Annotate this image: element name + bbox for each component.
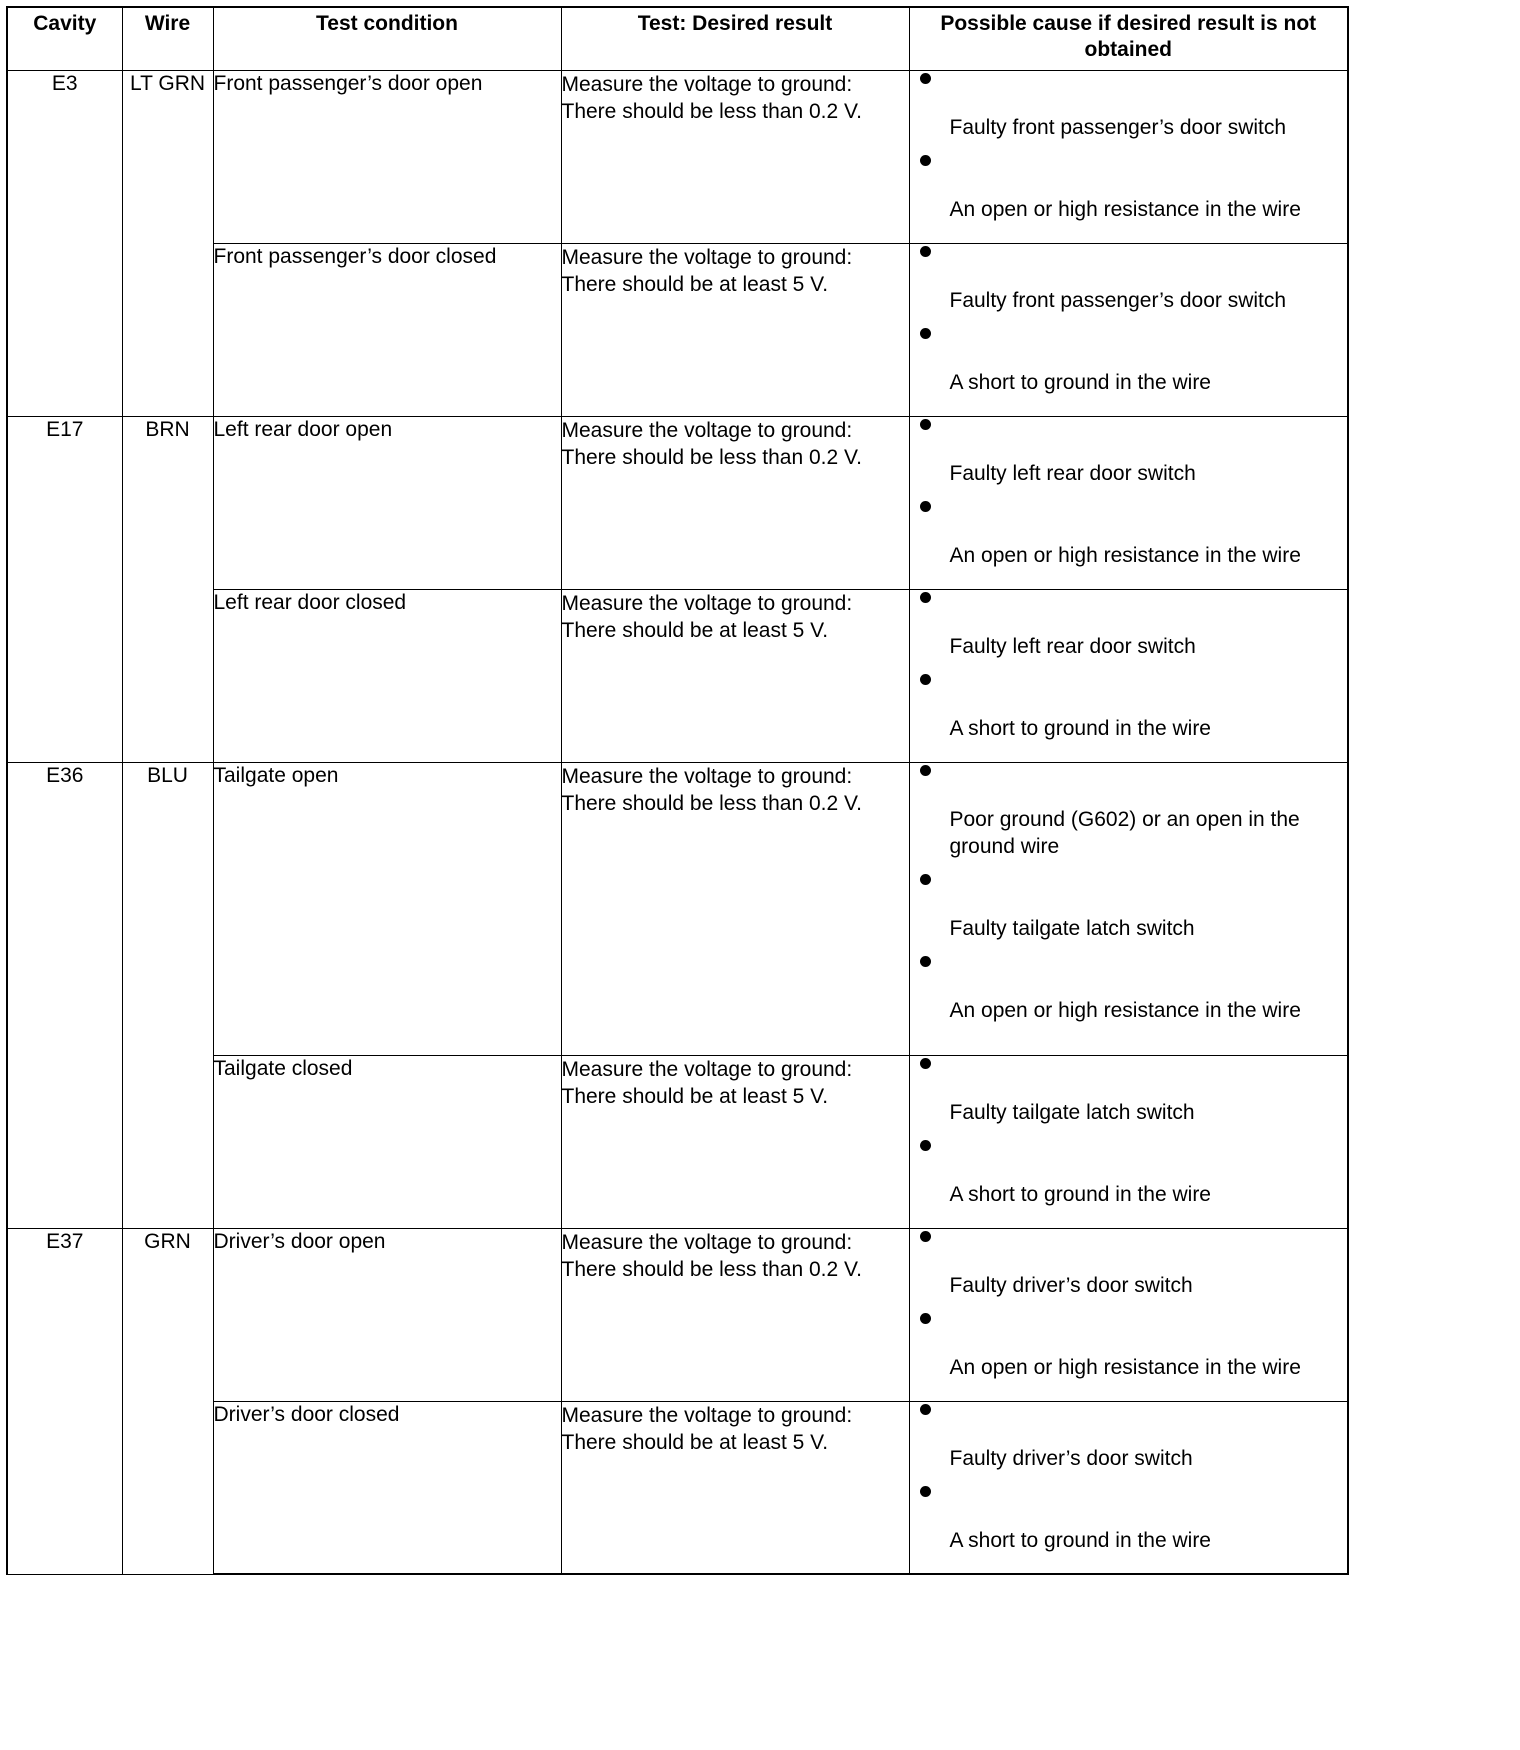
cause-item: [910, 592, 1348, 660]
possible-cause-cell: [909, 1056, 1348, 1229]
cause-text: A short to ground in the wire: [949, 1183, 1211, 1206]
table-row: [7, 71, 1348, 244]
cause-list: [910, 1404, 1348, 1554]
cause-item: [910, 1140, 1348, 1208]
desired-result-cell: Measure the voltage to ground: There should be at least 5 V.: [561, 590, 909, 763]
cause-text: A short to ground in the wire: [949, 717, 1211, 740]
test-condition-cell: Tailgate closed: [213, 1056, 561, 1229]
table-row: [7, 417, 1348, 590]
cause-item: [910, 674, 1348, 742]
cause-item: [910, 1404, 1348, 1472]
possible-cause-cell: [909, 1402, 1348, 1575]
desired-result-cell: Measure the voltage to ground: There should be less than 0.2 V.: [561, 417, 909, 590]
bullet-icon: [920, 674, 931, 685]
cause-text: A short to ground in the wire: [949, 371, 1211, 394]
cause-list: [910, 1058, 1348, 1208]
cause-item: [910, 1058, 1348, 1126]
bullet-icon: [920, 874, 931, 885]
header-row: [7, 7, 1348, 71]
header-test-condition: Test condition: [213, 7, 561, 71]
cause-text: Faulty driver’s door switch: [949, 1447, 1193, 1470]
desired-result-cell: Measure the voltage to ground: There should be less than 0.2 V.: [561, 763, 909, 1056]
bullet-icon: [920, 1140, 931, 1151]
desired-result-cell: Measure the voltage to ground: There should be at least 5 V.: [561, 1402, 909, 1575]
diagnostic-table: [6, 6, 1349, 1575]
bullet-icon: [920, 765, 931, 776]
cause-list: [910, 1231, 1348, 1381]
cause-item: [910, 73, 1348, 141]
cavity-cell: E3: [7, 71, 122, 417]
test-condition-cell: Driver’s door closed: [213, 1402, 561, 1575]
cause-item: [910, 956, 1348, 1024]
desired-result-cell: Measure the voltage to ground: There should be less than 0.2 V.: [561, 71, 909, 244]
cause-item: [910, 1231, 1348, 1299]
test-condition-cell: Driver’s door open: [213, 1229, 561, 1402]
cause-item: [910, 419, 1348, 487]
table-row: [7, 763, 1348, 1056]
cause-text: Poor ground (G602) or an open in the ground wire: [949, 808, 1300, 858]
cause-text: Faulty front passenger’s door switch: [949, 289, 1287, 312]
test-condition-cell: Front passenger’s door open: [213, 71, 561, 244]
bullet-icon: [920, 1404, 931, 1415]
cause-text: Faulty tailgate latch switch: [949, 917, 1195, 940]
desired-result-cell: Measure the voltage to ground: There should be at least 5 V.: [561, 1056, 909, 1229]
bullet-icon: [920, 1058, 931, 1069]
cavity-cell: E36: [7, 763, 122, 1229]
bullet-icon: [920, 155, 931, 166]
cause-text: An open or high resistance in the wire: [949, 1356, 1301, 1379]
possible-cause-cell: [909, 763, 1348, 1056]
possible-cause-cell: [909, 244, 1348, 417]
possible-cause-cell: [909, 71, 1348, 244]
bullet-icon: [920, 73, 931, 84]
test-condition-cell: Left rear door open: [213, 417, 561, 590]
cause-text: Faulty left rear door switch: [949, 462, 1196, 485]
cause-text: Faulty tailgate latch switch: [949, 1101, 1195, 1124]
test-condition-cell: Left rear door closed: [213, 590, 561, 763]
bullet-icon: [920, 419, 931, 430]
cause-item: [910, 155, 1348, 223]
header-desired-result: Test: Desired result: [561, 7, 909, 71]
cause-text: An open or high resistance in the wire: [949, 999, 1301, 1022]
bullet-icon: [920, 1486, 931, 1497]
cause-item: [910, 328, 1348, 396]
bullet-icon: [920, 1231, 931, 1242]
header-cavity: Cavity: [7, 7, 122, 71]
possible-cause-cell: [909, 590, 1348, 763]
cause-text: Faulty driver’s door switch: [949, 1274, 1193, 1297]
test-condition-cell: Tailgate open: [213, 763, 561, 1056]
cause-text: Faulty front passenger’s door switch: [949, 116, 1287, 139]
table-row: [7, 1229, 1348, 1402]
bullet-icon: [920, 592, 931, 603]
possible-cause-cell: [909, 417, 1348, 590]
cause-text: A short to ground in the wire: [949, 1529, 1211, 1552]
cause-text: Faulty left rear door switch: [949, 635, 1196, 658]
cause-text: An open or high resistance in the wire: [949, 198, 1301, 221]
cavity-cell: E37: [7, 1229, 122, 1575]
cause-list: [910, 73, 1348, 223]
wire-cell: LT GRN: [122, 71, 213, 417]
cause-list: [910, 246, 1348, 396]
cause-text: An open or high resistance in the wire: [949, 544, 1301, 567]
test-condition-cell: Front passenger’s door closed: [213, 244, 561, 417]
bullet-icon: [920, 1313, 931, 1324]
cause-list: [910, 765, 1348, 1024]
wire-cell: BRN: [122, 417, 213, 763]
cavity-cell: E17: [7, 417, 122, 763]
desired-result-cell: Measure the voltage to ground: There should be less than 0.2 V.: [561, 1229, 909, 1402]
wire-cell: BLU: [122, 763, 213, 1229]
bullet-icon: [920, 501, 931, 512]
header-wire: Wire: [122, 7, 213, 71]
cause-item: [910, 246, 1348, 314]
bullet-icon: [920, 956, 931, 967]
cause-item: [910, 501, 1348, 569]
cause-list: [910, 419, 1348, 569]
desired-result-cell: Measure the voltage to ground: There should be at least 5 V.: [561, 244, 909, 417]
cause-list: [910, 592, 1348, 742]
cause-item: [910, 1313, 1348, 1381]
cause-item: [910, 765, 1348, 860]
bullet-icon: [920, 246, 931, 257]
header-possible-cause: Possible cause if desired result is not obtained: [909, 7, 1348, 71]
cause-item: [910, 1486, 1348, 1554]
bullet-icon: [920, 328, 931, 339]
possible-cause-cell: [909, 1229, 1348, 1402]
cause-item: [910, 874, 1348, 942]
wire-cell: GRN: [122, 1229, 213, 1575]
